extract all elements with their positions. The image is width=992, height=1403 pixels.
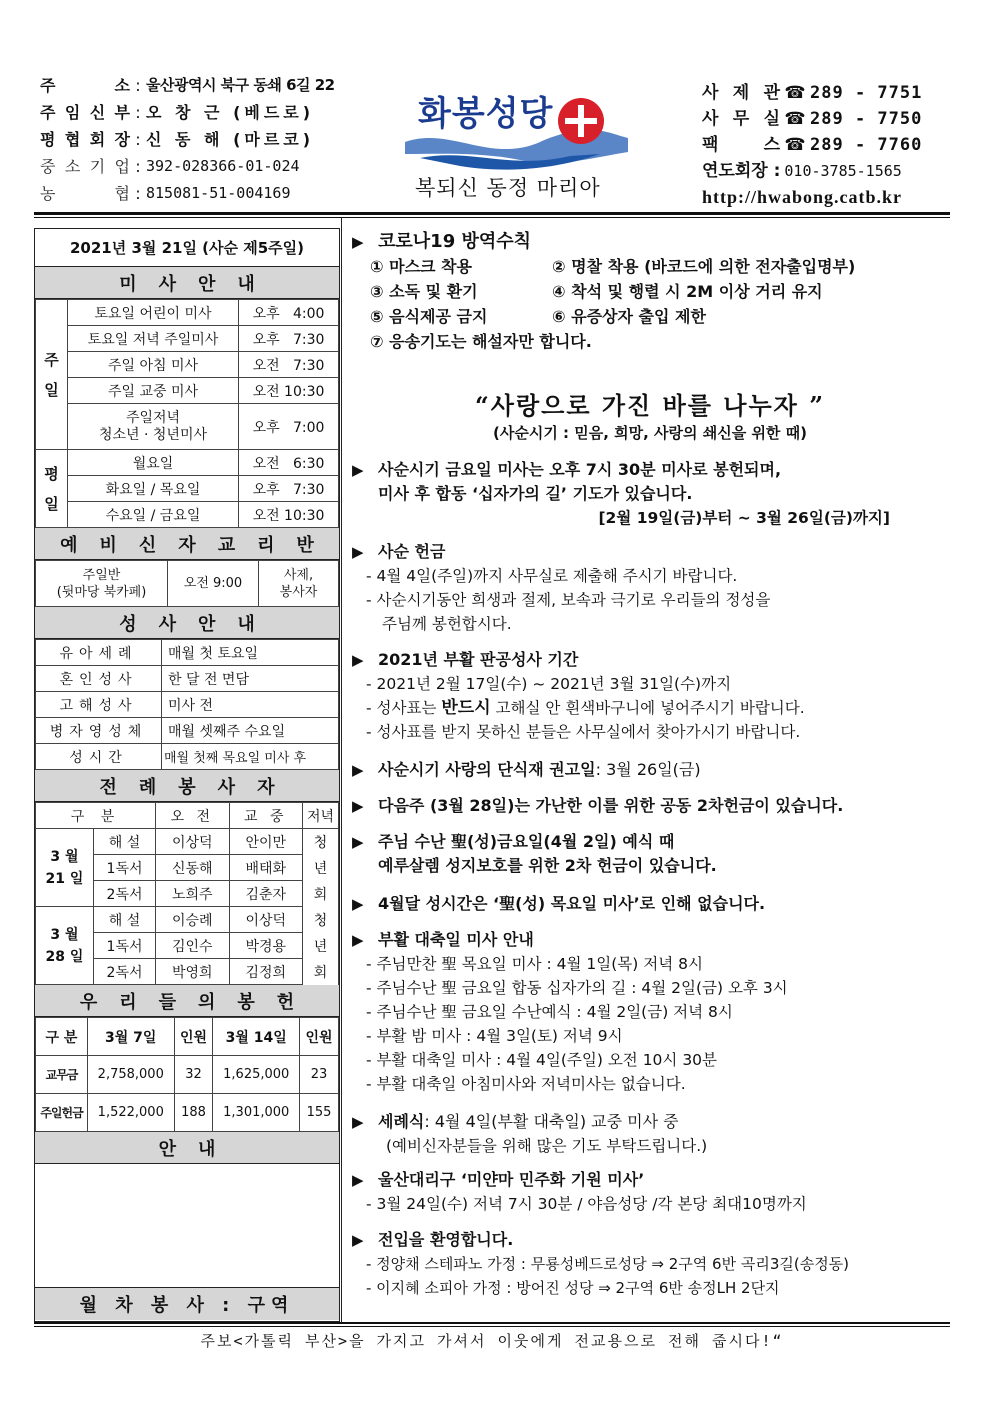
- contact-info: [702, 80, 952, 210]
- catechism-table: [35, 560, 339, 607]
- youth-phone-row: [702, 158, 952, 184]
- servers-cell: 해 설: [94, 829, 156, 855]
- covid-rule-7: ⑦ 응송기도는 해설자만 합니다.: [370, 332, 592, 351]
- sacrament-when: 매월 첫째 목요일 미사 후: [162, 744, 339, 770]
- info-value: 신 동 해 (마르코): [146, 130, 315, 149]
- offering-heading: 우리들의봉헌: [35, 985, 339, 1017]
- covid-rules: [352, 230, 948, 354]
- left-column: [34, 228, 340, 1322]
- sunday-label: 주 일: [36, 300, 68, 450]
- servers-evening: 청: [303, 829, 339, 855]
- info-label: 평 협 회 장: [40, 130, 130, 149]
- easter-mass-item: - 부활 대축일 아침미사와 저녁미사는 없습니다.: [366, 1075, 686, 1093]
- servers-cell: 김정희: [229, 959, 302, 985]
- servers-date: 3 월 21 일: [36, 829, 94, 907]
- info-row: 평 협 회 장 : 신 동 해 (마르코): [40, 126, 340, 153]
- mass-time: 오전 10:30: [239, 502, 339, 528]
- mass-name: 화요일 / 목요일: [68, 476, 239, 502]
- mass-time: 오후 4:00: [239, 300, 339, 326]
- offering-row: [36, 1056, 339, 1094]
- mass-time: 오전 10:30: [239, 378, 339, 404]
- notice-fasting-day: ▶ 사순시기 사랑의 단식재 권고일 : 3월 26일(금): [352, 758, 948, 782]
- liturgy-servers-heading: 전례봉사자: [35, 770, 339, 802]
- header-divider-thin: [34, 217, 950, 218]
- header-divider: [34, 212, 950, 215]
- triangle-bullet-icon: ▶: [352, 651, 364, 669]
- easter-mass-item: - 주님수난 聖 금요일 합동 십자가의 길 : 4월 2일(금) 오후 3시: [366, 979, 788, 997]
- servers-cell: 2독서: [94, 959, 156, 985]
- triangle-bullet-icon: ▶: [352, 761, 364, 779]
- catechism-heading: 예비신자교리반: [35, 528, 339, 560]
- mass-time: 오후 7:30: [239, 326, 339, 352]
- triangle-bullet-icon: ▶: [352, 461, 364, 479]
- info-row: 주 소 : 울산광역시 북구 동쇄 6길 22: [40, 72, 340, 99]
- offering-cell: 155: [300, 1094, 339, 1132]
- servers-evening: 회: [303, 881, 339, 907]
- sacrament-when: 매월 첫 토요일: [162, 640, 339, 666]
- mass-schedule-heading: 미사안내: [35, 267, 339, 299]
- mass-time: 오전 7:30: [239, 352, 339, 378]
- notice-friday-mass: ▶ 사순시기 금요일 미사는 오후 7시 30분 미사로 봉헌되며, 미사 후 합동 ‘십자가의 길’ 기도가 있습니다. [2월 19일(금)부터 ~ 3월 26일(금)까지]: [352, 460, 890, 527]
- info-label: 주 소: [40, 76, 130, 95]
- servers-cell: 박영희: [156, 959, 229, 985]
- servers-header-cell: 구 분: [36, 803, 156, 829]
- triangle-bullet-icon: ▶: [352, 797, 364, 815]
- notice-baptism: ▶ 세례식 : 4월 4일(부활 대축일) 교중 미사 중 (예비신자분들을 위해 많은 기도 부탁드립니다.): [352, 1112, 708, 1155]
- parish-info: [40, 72, 340, 207]
- slogan-subtitle: (사순시기 : 믿음, 희망, 사랑의 쇄신을 위한 때): [493, 424, 807, 442]
- weekday-label: 평 일: [36, 450, 68, 528]
- covid-rule-list: [352, 254, 948, 329]
- mass-name: 토요일 어린이 미사: [68, 300, 239, 326]
- servers-cell: 신동해: [156, 855, 229, 881]
- triangle-bullet-icon: ▶: [352, 931, 364, 949]
- mass-name: 월요일: [68, 450, 239, 476]
- info-value: 오 창 근 (베드로): [146, 103, 315, 122]
- easter-mass-item: - 부활 밤 미사 : 4월 3일(토) 저녁 9시: [366, 1027, 623, 1045]
- offering-table: [35, 1017, 339, 1132]
- logo-subtitle: 복되신 동정 마리아: [415, 176, 601, 200]
- phone-number: 289 - 7750: [810, 109, 923, 129]
- servers-evening: 회: [303, 959, 339, 985]
- servers-cell: 박경용: [229, 933, 302, 959]
- phone-icon: ☎: [784, 135, 806, 155]
- phone-label: 사 제 관: [702, 83, 780, 103]
- triangle-bullet-icon: ▶: [352, 895, 364, 913]
- mass-time: 오후 7:30: [239, 476, 339, 502]
- catechism-time: 오전 9:00: [168, 561, 259, 607]
- covid-rule: ⑥ 유증상자 출입 제한: [552, 307, 706, 326]
- triangle-bullet-icon: ▶: [352, 1231, 364, 1249]
- catechism-teacher: 사제, 봉사자: [259, 561, 339, 607]
- mass-time: 오전 6:30: [239, 450, 339, 476]
- covid-rule: ② 명찰 착용 (바코드에 의한 전자출입명부): [552, 257, 856, 276]
- catechism-class: 주일반 (뒷마당 북카페): [36, 561, 168, 607]
- offering-cell: 1,522,000: [88, 1094, 175, 1132]
- servers-header-cell: 교 중: [229, 803, 302, 829]
- triangle-bullet-icon: ▶: [352, 1171, 364, 1189]
- sacrament-table: [35, 639, 339, 770]
- offering-header-cell: 3월 14일: [213, 1018, 300, 1056]
- offering-header-cell: 구 분: [36, 1018, 88, 1056]
- servers-cell: 2독서: [94, 881, 156, 907]
- mass-row: [36, 378, 339, 404]
- easter-mass-item: - 주님만찬 聖 목요일 미사 : 4월 1일(목) 저녁 8시: [366, 955, 703, 973]
- offering-header-row: [36, 1018, 339, 1056]
- sacrament-name: 성시간: [36, 744, 162, 770]
- triangle-bullet-icon: ▶: [352, 1113, 364, 1131]
- footer-message: 주보<가톨릭 부산>을 가지고 가셔서 이웃에게 전교용으로 전해 줍시다!“: [200, 1332, 784, 1350]
- servers-row: [36, 829, 339, 855]
- servers-cell: 1독서: [94, 855, 156, 881]
- easter-mass-item: - 주님수난 聖 금요일 수난예식 : 4월 2일(금) 저녁 8시: [366, 1003, 733, 1021]
- servers-cell: 김춘자: [229, 881, 302, 907]
- phone-label: 팩 스: [702, 135, 780, 155]
- mass-row: [36, 352, 339, 378]
- covid-rule: ⑤ 음식제공 금지: [370, 307, 488, 326]
- sacrament-heading: 성사안내: [35, 607, 339, 639]
- mass-schedule-table: [35, 299, 339, 528]
- mass-row: [36, 502, 339, 528]
- slogan-title: “사랑으로 가진 바를 나누자 ”: [474, 391, 826, 420]
- info-value: 815081-51-004169: [146, 184, 291, 202]
- servers-cell: 1독서: [94, 933, 156, 959]
- parish-logo: [400, 80, 650, 210]
- mass-time: 오후 7:00: [239, 404, 339, 450]
- servers-cell: 노희주: [156, 881, 229, 907]
- triangle-bullet-icon: ▶: [352, 833, 364, 851]
- servers-evening: 년: [303, 855, 339, 881]
- info-row: 주 임 신 부 : 오 창 근 (베드로): [40, 99, 340, 126]
- monthly-service: 월 차 봉 사 : 구역: [35, 1288, 339, 1320]
- offering-cell: 1,301,000: [213, 1094, 300, 1132]
- youth-label: 연도회장 :: [702, 161, 781, 181]
- servers-header-cell: 저녁: [303, 803, 339, 829]
- servers-row: [36, 907, 339, 933]
- offering-cell: 2,758,000: [88, 1056, 175, 1094]
- offering-header-cell: 인원: [174, 1018, 213, 1056]
- phone-row: [702, 80, 952, 106]
- liturgy-servers-table: [35, 802, 339, 985]
- servers-date: 3 월 28 일: [36, 907, 94, 985]
- covid-title: 코로나19 방역수칙: [378, 231, 532, 252]
- phone-icon: ☎: [784, 109, 806, 129]
- offering-cell: 23: [300, 1056, 339, 1094]
- offering-cell: 188: [174, 1094, 213, 1132]
- offering-header-cell: 인원: [300, 1018, 339, 1056]
- info-row: 중 소 기 업 : 392-028366-01-024: [40, 153, 340, 180]
- mass-row: [36, 476, 339, 502]
- offering-cell: 1,625,000: [213, 1056, 300, 1094]
- phone-number: 289 - 7751: [810, 83, 923, 103]
- offering-cell: 교무금: [36, 1056, 88, 1094]
- mass-name: 주일 교중 미사: [68, 378, 239, 404]
- mass-row: [36, 300, 339, 326]
- triangle-bullet-icon: ▶: [352, 543, 364, 561]
- servers-cell: 김인수: [156, 933, 229, 959]
- servers-header-cell: 오 전: [156, 803, 229, 829]
- column-divider: [341, 218, 342, 1322]
- info-label: 농 협: [40, 184, 130, 203]
- sacrament-name: 혼인성사: [36, 666, 162, 692]
- notice-easter-mass: ▶ 부활 대축일 미사 안내 - 주님만찬 聖 목요일 미사 : 4월 1일(목) 저녁 8시 - 주님수난 聖 금요일 합동 십자가의 길 : 4월 2일(금) 오후 3시 - 주님수난 聖 금요일 수난예식 : 4월 2일(금) 저녁 8시 - 부활 밤 미사 : 4월 3일(토) 저녁 9시 - 부활 대축일 미사 : 4월 4일(주일) 오전 10시 30분 - 부활 대축일 아침미사와 저녁미사는 없습니다.: [352, 928, 948, 1096]
- sacrament-name: 유아세례: [36, 640, 162, 666]
- offering-row: [36, 1094, 339, 1132]
- website-link[interactable]: http://hwabong.catb.kr: [702, 187, 903, 207]
- mass-row: [36, 404, 339, 450]
- info-row: 농 협 : 815081-51-004169: [40, 180, 340, 207]
- sacrament-when: 한 달 전 면담: [162, 666, 339, 692]
- servers-cell: 해 설: [94, 907, 156, 933]
- sacrament-row: [36, 744, 339, 770]
- notice-welcome: ▶ 전입을 환영합니다. - 정양채 스테파노 가정 : 무룡성베드로성당 ⇒ 2구역 6반 곡리3길(송정동) - 이지혜 소피아 가정 : 방어진 성당 ⇒ 2구역 6반 송정LH 2단지: [352, 1230, 850, 1297]
- info-label: 중 소 기 업: [40, 157, 130, 176]
- sacrament-name: 고해성사: [36, 692, 162, 718]
- sacrament-when: 매월 셋째주 수요일: [162, 718, 339, 744]
- notice-second-collection: ▶ 다음주 (3월 28일)는 가난한 이를 위한 공동 2차헌금이 있습니다.: [352, 794, 948, 818]
- servers-cell: 이상덕: [156, 829, 229, 855]
- servers-header-row: [36, 803, 339, 829]
- sacrament-when: 미사 전: [162, 692, 339, 718]
- servers-evening: 년: [303, 933, 339, 959]
- offering-cell: 32: [174, 1056, 213, 1094]
- phone-row: [702, 106, 952, 132]
- footer-divider: [34, 1322, 950, 1324]
- phone-number: 289 - 7760: [810, 135, 923, 155]
- servers-cell: 이상덕: [229, 907, 302, 933]
- sacrament-row: [36, 640, 339, 666]
- notice-body: [35, 1164, 339, 1288]
- easter-mass-list: [352, 952, 948, 1096]
- servers-evening: 청: [303, 907, 339, 933]
- covid-rule: ④ 착석 및 행렬 시 2M 이상 거리 유지: [552, 282, 823, 301]
- easter-mass-item: - 부활 대축일 미사 : 4월 4일(주일) 오전 10시 30분: [366, 1051, 718, 1069]
- notice-myanmar-mass: ▶ 울산대리구 ‘미얀마 민주화 기원 미사’ - 3월 24일(수) 저녁 7시 30분 / 야음성당 /각 본당 최대10명까지: [352, 1170, 807, 1213]
- mass-name: 주일 아침 미사: [68, 352, 239, 378]
- triangle-bullet-icon: ▶: [352, 233, 364, 251]
- info-value: 울산광역시 북구 동쇄 6길 22: [146, 76, 335, 94]
- sacrament-row: [36, 666, 339, 692]
- servers-cell: 이승례: [156, 907, 229, 933]
- notice-confession-period: ▶ 2021년 부활 판공성사 기간 - 2021년 2월 17일(수) ~ 2021년 3월 31일(수)까지 - 성사표는 반드시 고해실 안 흰색바구니에 넣어주시기 바랍니다. - 성사표를 받지 못하신 분들은 사무실에서 찾아가시기 바랍니다.: [352, 650, 805, 741]
- youth-phone: 010-3785-1565: [784, 162, 902, 180]
- mass-name: 주일저녁 청소년 · 청년미사: [68, 404, 239, 450]
- phone-icon: ☎: [784, 83, 806, 103]
- offering-header-cell: 3월 7일: [88, 1018, 175, 1056]
- info-label: 주 임 신 부: [40, 103, 130, 122]
- info-value: 392-028366-01-024: [146, 157, 300, 175]
- sacrament-row: [36, 692, 339, 718]
- mass-name: 수요일 / 금요일: [68, 502, 239, 528]
- notice-holy-hour: ▶ 4월달 성시간은 ‘聖(성) 목요일 미사’로 인해 없습니다.: [352, 892, 948, 916]
- notice-lent-offering: ▶ 사순 헌금 - 4월 4일(주일)까지 사무실로 제출해 주시기 바랍니다. - 사순시기동안 희생과 절제, 보속과 극기로 우리들의 정성을 주님께 봉헌합시다.: [352, 542, 771, 633]
- sacrament-row: [36, 718, 339, 744]
- logo-title: 화봉성당: [418, 94, 554, 134]
- covid-rule: ① 마스크 착용: [370, 257, 472, 276]
- servers-cell: 안이만: [229, 829, 302, 855]
- notice-good-friday: ▶ 주님 수난 聖(성)금요일(4월 2일) 예식 때 예루살렘 성지보호를 위한 2차 헌금이 있습니다.: [352, 832, 717, 875]
- mass-row: [36, 450, 339, 476]
- red-cross-icon: [558, 98, 604, 144]
- offering-cell: 주일헌금: [36, 1094, 88, 1132]
- notice-heading: 안내: [35, 1132, 339, 1164]
- phone-row: [702, 132, 952, 158]
- servers-cell: 배태화: [229, 855, 302, 881]
- covid-rule: ③ 소독 및 환기: [370, 282, 478, 301]
- footer-divider-thin: [34, 1326, 950, 1327]
- sacrament-name: 병자영성체: [36, 718, 162, 744]
- mass-name: 토요일 저녁 주일미사: [68, 326, 239, 352]
- phone-label: 사 무 실: [702, 109, 780, 129]
- bulletin-date: 2021년 3월 21일 (사순 제5주일): [35, 229, 339, 267]
- mass-row: [36, 326, 339, 352]
